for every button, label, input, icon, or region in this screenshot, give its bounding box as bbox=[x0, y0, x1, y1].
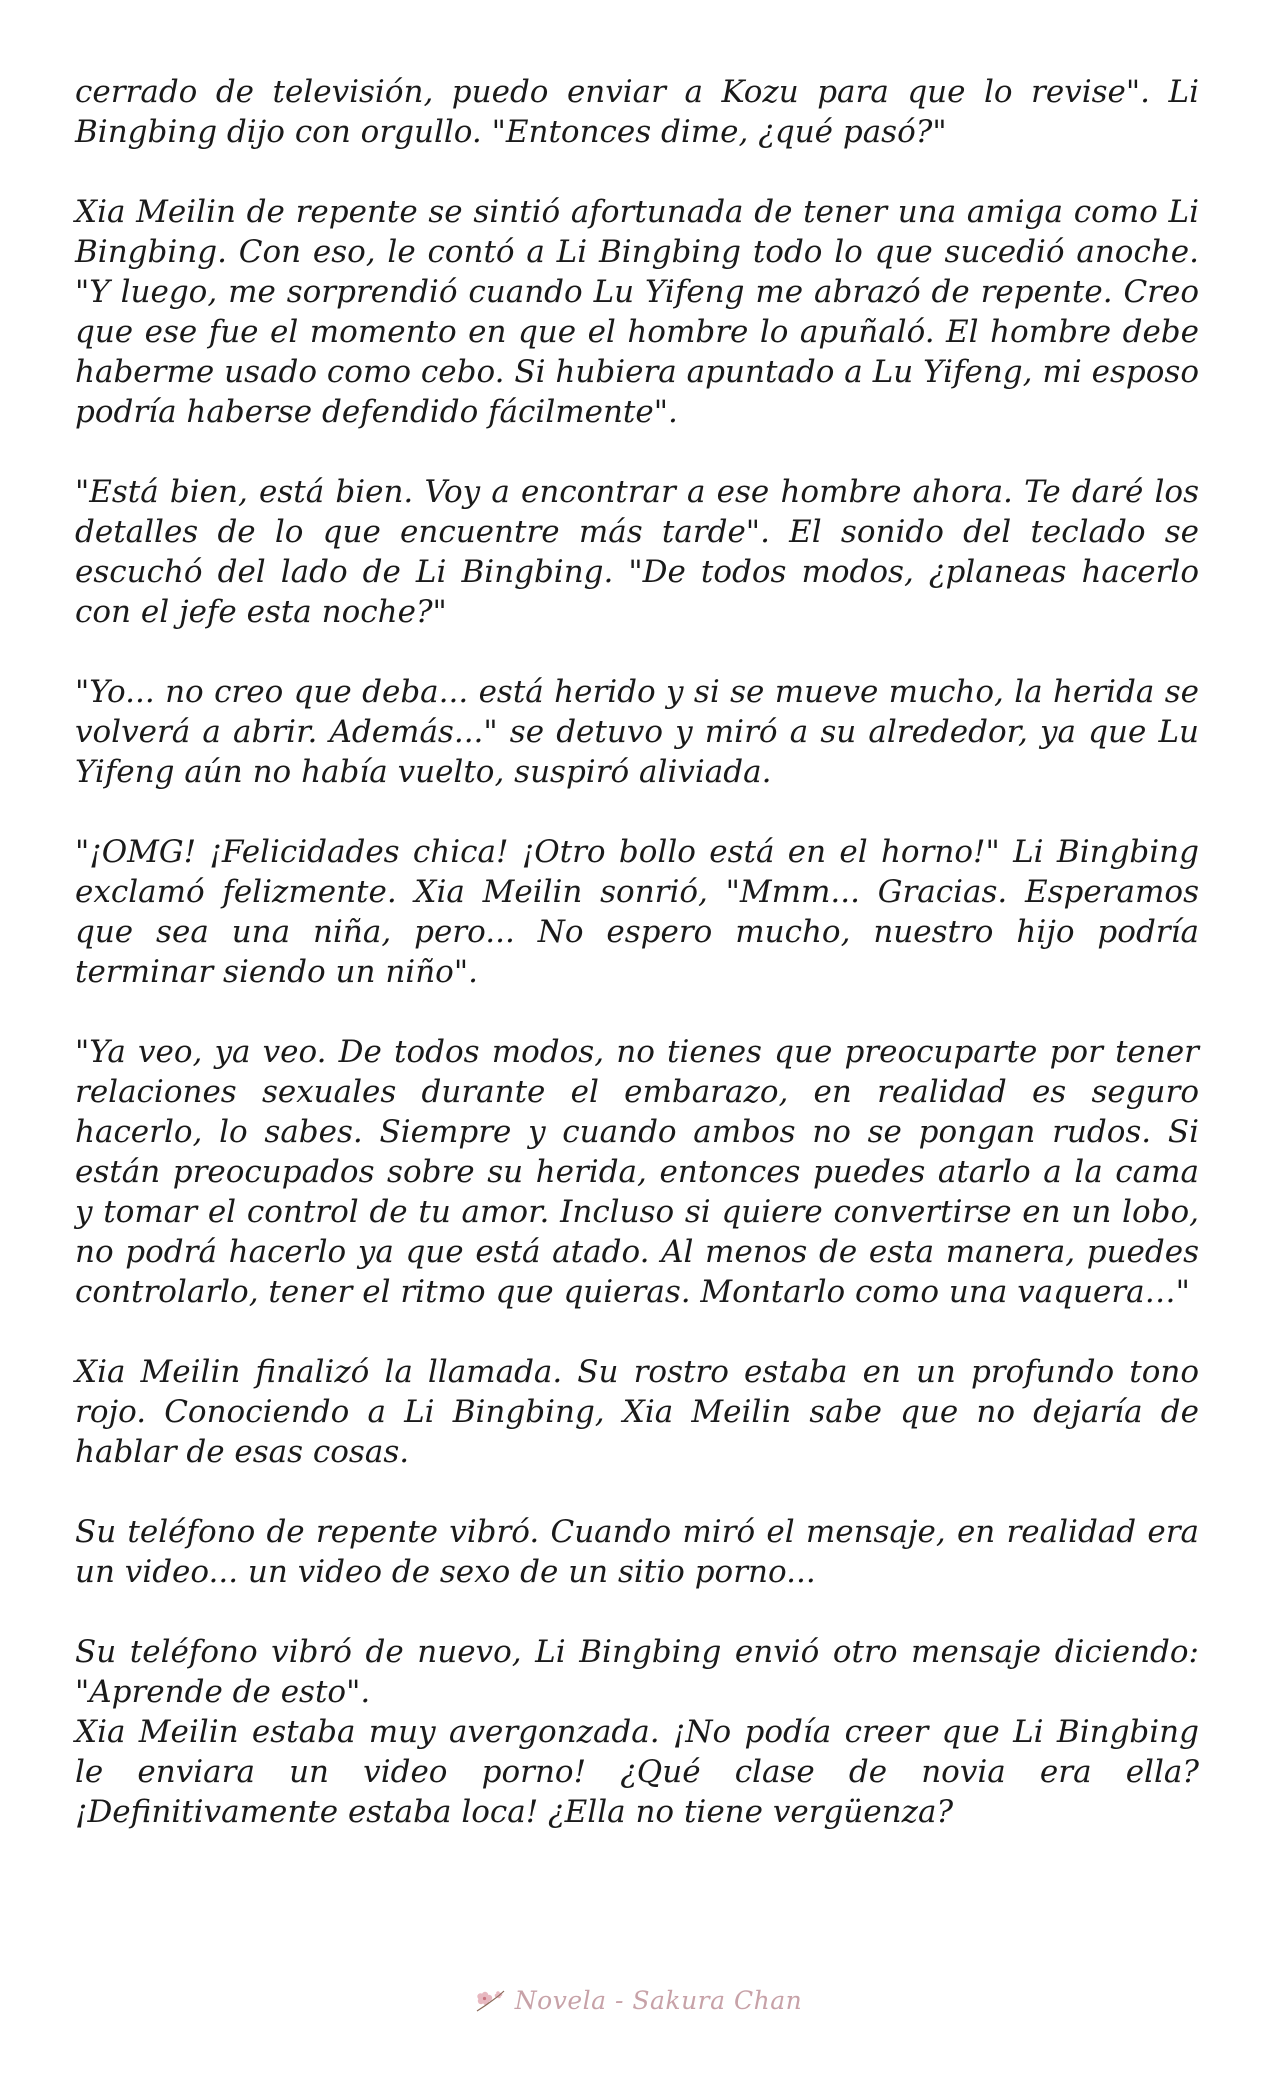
paragraph-2: Xia Meilin de repente se sintió afortunada de tener una amiga como Li Bingbing. Con eso, le contó a Li Bingbing todo lo que sucedió anoche. "Y luego, me sorprendió cuando Lu Yifeng me abrazó de repente. Creo que ese fue el momento en que el hombre lo apuñaló. El hombre debe haberme usado como cebo. Si hubiera apuntado a Lu Yifeng, mi esposo podría haberse defendido fácilmente". bbox=[75, 194, 1199, 430]
footer-watermark bbox=[0, 1986, 1275, 2020]
paragraph-3: "Está bien, está bien. Voy a encontrar a ese hombre ahora. Te daré los detalles de lo que encuentre más tarde". El sonido del teclado se escuchó del lado de Li Bingbing. "De todos modos, ¿planeas hacerlo con el jefe esta noche?" bbox=[75, 474, 1199, 630]
paragraph-1: cerrado de televisión, puedo enviar a Kozu para que lo revise". Li Bingbing dijo con orgullo. "Entonces dime, ¿qué pasó?" bbox=[75, 74, 1199, 150]
paragraph-10: Xia Meilin estaba muy avergonzada. ¡No podía creer que Li Bingbing le enviara un video porno! ¿Qué clase de novia era ella? ¡Definitivamente estaba loca! ¿Ella no tiene vergüenza? bbox=[75, 1714, 1199, 1830]
paragraph-9: Su teléfono vibró de nuevo, Li Bingbing envió otro mensaje diciendo: "Aprende de esto". bbox=[75, 1634, 1199, 1710]
paragraph-4: "Yo... no creo que deba... está herido y si se mueve mucho, la herida se volverá a abrir. Además..." se detuvo y miró a su alrededor, ya que Lu Yifeng aún no había vuelto, suspiró aliviada. bbox=[75, 674, 1199, 790]
footer-text: Novela - Sakura Chan bbox=[514, 1986, 803, 2015]
paragraph-7: Xia Meilin finalizó la llamada. Su rostro estaba en un profundo tono rojo. Conociendo a Li Bingbing, Xia Meilin sabe que no dejaría de hablar de esas cosas. bbox=[75, 1354, 1199, 1470]
paragraph-5: "¡OMG! ¡Felicidades chica! ¡Otro bollo está en el horno!" Li Bingbing exclamó felizmente. Xia Meilin sonrió, "Mmm... Gracias. Esperamos que sea una niña, pero... No espero mucho, nuestro hijo podría terminar siendo un niño". bbox=[75, 834, 1199, 990]
chapter-text bbox=[75, 72, 1199, 1872]
cherry-blossom-icon bbox=[473, 1987, 507, 2015]
paragraph-8: Su teléfono de repente vibró. Cuando miró el mensaje, en realidad era un video... un video de sexo de un sitio porno... bbox=[75, 1514, 1199, 1590]
paragraph-6: "Ya veo, ya veo. De todos modos, no tienes que preocuparte por tener relaciones sexuales durante el embarazo, en realidad es seguro hacerlo, lo sabes. Siempre y cuando ambos no se pongan rudos. Si están preocupados sobre su herida, entonces puedes atarlo a la cama y tomar el control de tu amor. Incluso si quiere convertirse en un lobo, no podrá hacerlo ya que está atado. Al menos de esta manera, puedes controlarlo, tener el ritmo que quieras. Montarlo como una vaquera…" bbox=[75, 1034, 1199, 1310]
